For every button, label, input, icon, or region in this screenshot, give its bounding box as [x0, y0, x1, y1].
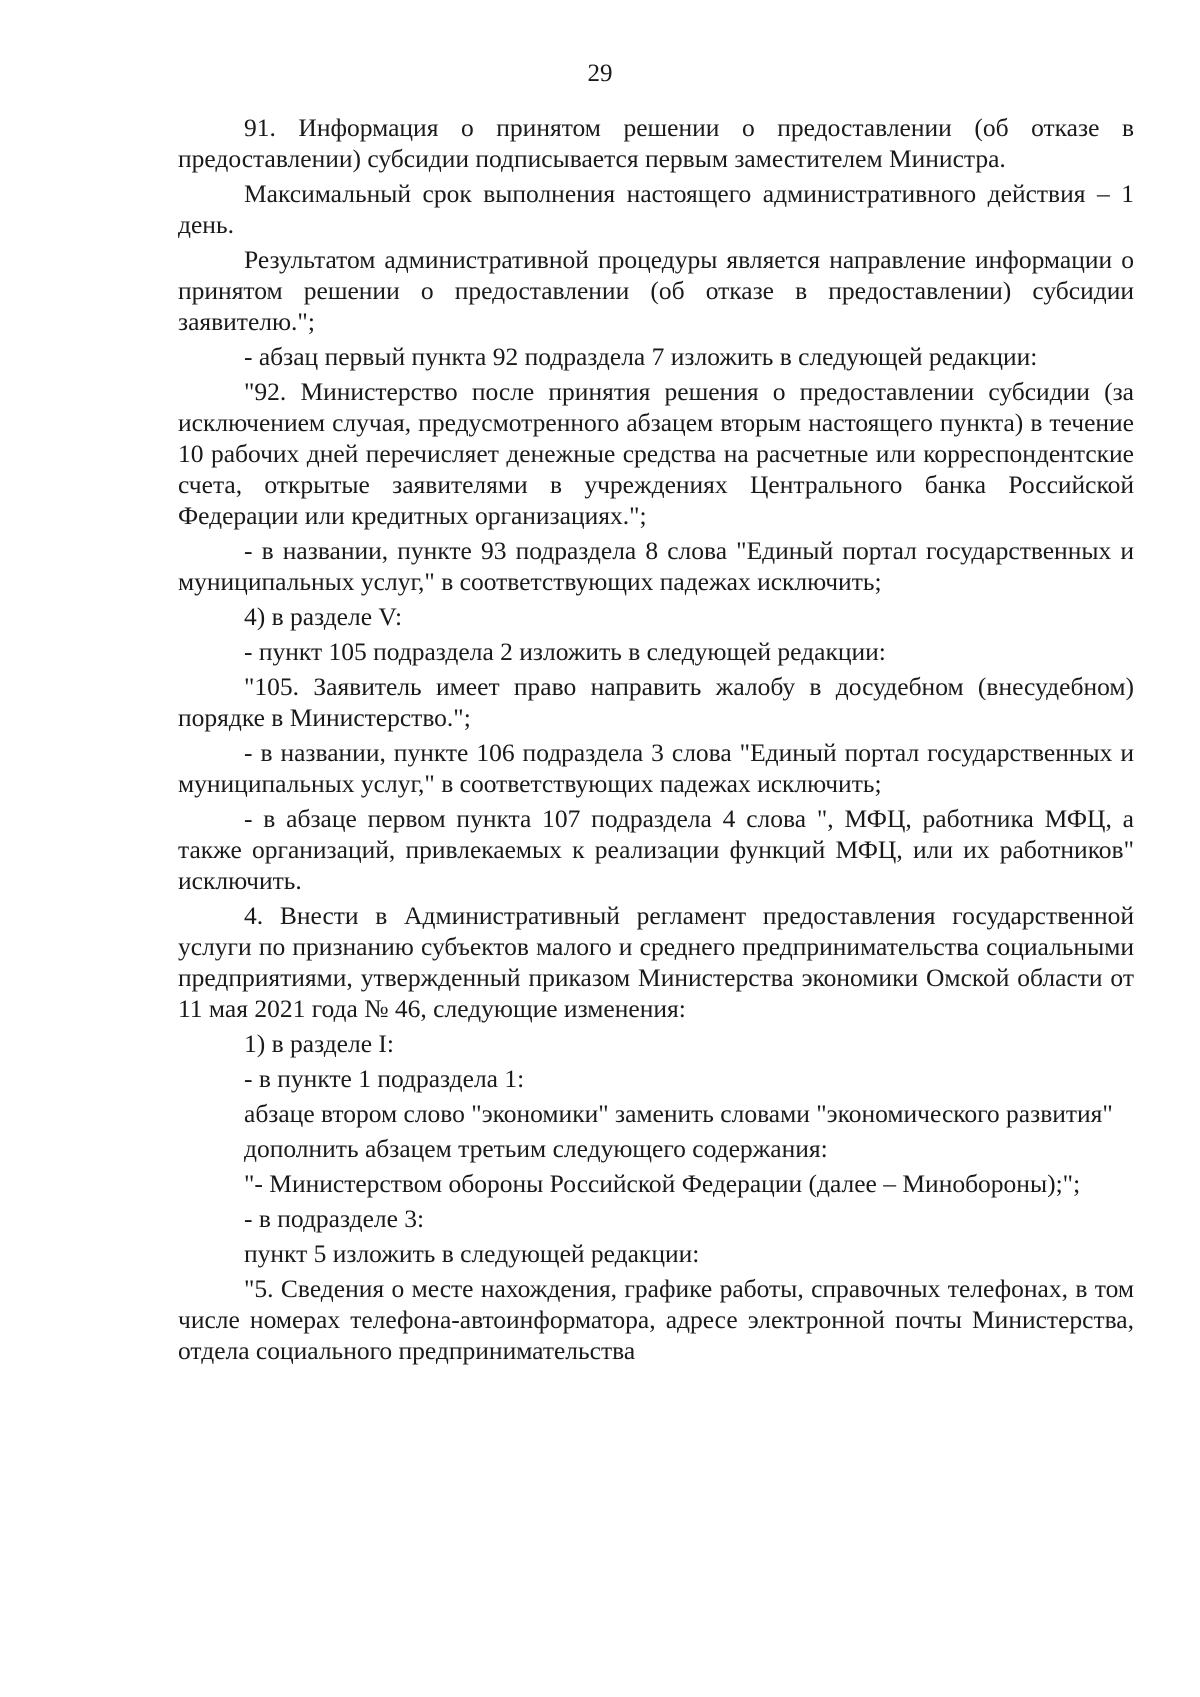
- paragraph: "92. Министерство после принятия решения о предоставлении субсидии (за исключением случая, предусмотренного абзацем вторым настоящего пункта) в течение 10 рабочих дней перечисляет денежные средства на расчетные или корреспондентские счета, открытые заявителями в учреждениях Центрального банка Российской Федерации или кредитных организациях.";: [178, 377, 1134, 530]
- paragraph: - в подразделе 3:: [244, 1204, 425, 1233]
- paragraph: - пункт 105 подраздела 2 изложить в следующей редакции:: [244, 637, 886, 666]
- paragraph: "105. Заявитель имеет право направить жалобу в досудебном (внесудебном) порядке в Министерство.";: [178, 672, 1134, 732]
- paragraph: дополнить абзацем третьим следующего содержания:: [244, 1134, 828, 1163]
- paragraph: Результатом административной процедуры является направление информации о принятом решении о предоставлении (об отказе в предоставлении) субсидии заявителю.";: [178, 245, 1134, 336]
- paragraph: - в абзаце первом пункта 107 подраздела 4 слова ", МФЦ, работника МФЦ, а также организаций, привлекаемых к реализации функций МФЦ, или их работников" исключить.: [178, 804, 1134, 895]
- paragraph: абзаце втором слово "экономики" заменить словами "экономического развития": [244, 1099, 1113, 1128]
- page-number: 29: [587, 60, 613, 87]
- paragraph: 1) в разделе I:: [244, 1029, 394, 1058]
- paragraph: 4. Внести в Административный регламент предоставления государственной услуги по признанию субъектов малого и среднего предпринимательства социальными предприятиями, утвержденный приказом Министерства экономики Омской области от 11 мая 2021 года № 46, следующие изменения:: [178, 901, 1134, 1023]
- paragraph: - в пункте 1 подраздела 1:: [244, 1064, 525, 1093]
- paragraph: "5. Сведения о месте нахождения, графике работы, справочных телефонах, в том числе номерах телефона-автоинформатора, адресе электронной почты Министерства, отдела социального предпринимательства: [178, 1274, 1134, 1365]
- paragraph: 4) в разделе V:: [244, 602, 403, 631]
- paragraph: - в названии, пункте 106 подраздела 3 слова "Единый портал государственных и муниципальных услуг," в соответствующих падежах исключить;: [178, 738, 1134, 798]
- paragraph: - абзац первый пункта 92 подраздела 7 изложить в следующей редакции:: [244, 342, 1038, 371]
- paragraph: Максимальный срок выполнения настоящего административного действия – 1 день.: [178, 179, 1134, 239]
- paragraph: - в названии, пункте 93 подраздела 8 слова "Единый портал государственных и муниципальных услуг," в соответствующих падежах исключить;: [178, 536, 1134, 596]
- document-body: [178, 112, 1134, 1370]
- paragraph: 91. Информация о принятом решении о предоставлении (об отказе в предоставлении) субсидии подписывается первым заместителем Министра.: [178, 113, 1134, 173]
- paragraph: "- Министерством обороны Российской Федерации (далее – Минобороны);";: [244, 1169, 1081, 1198]
- paragraph: пункт 5 изложить в следующей редакции:: [244, 1239, 700, 1268]
